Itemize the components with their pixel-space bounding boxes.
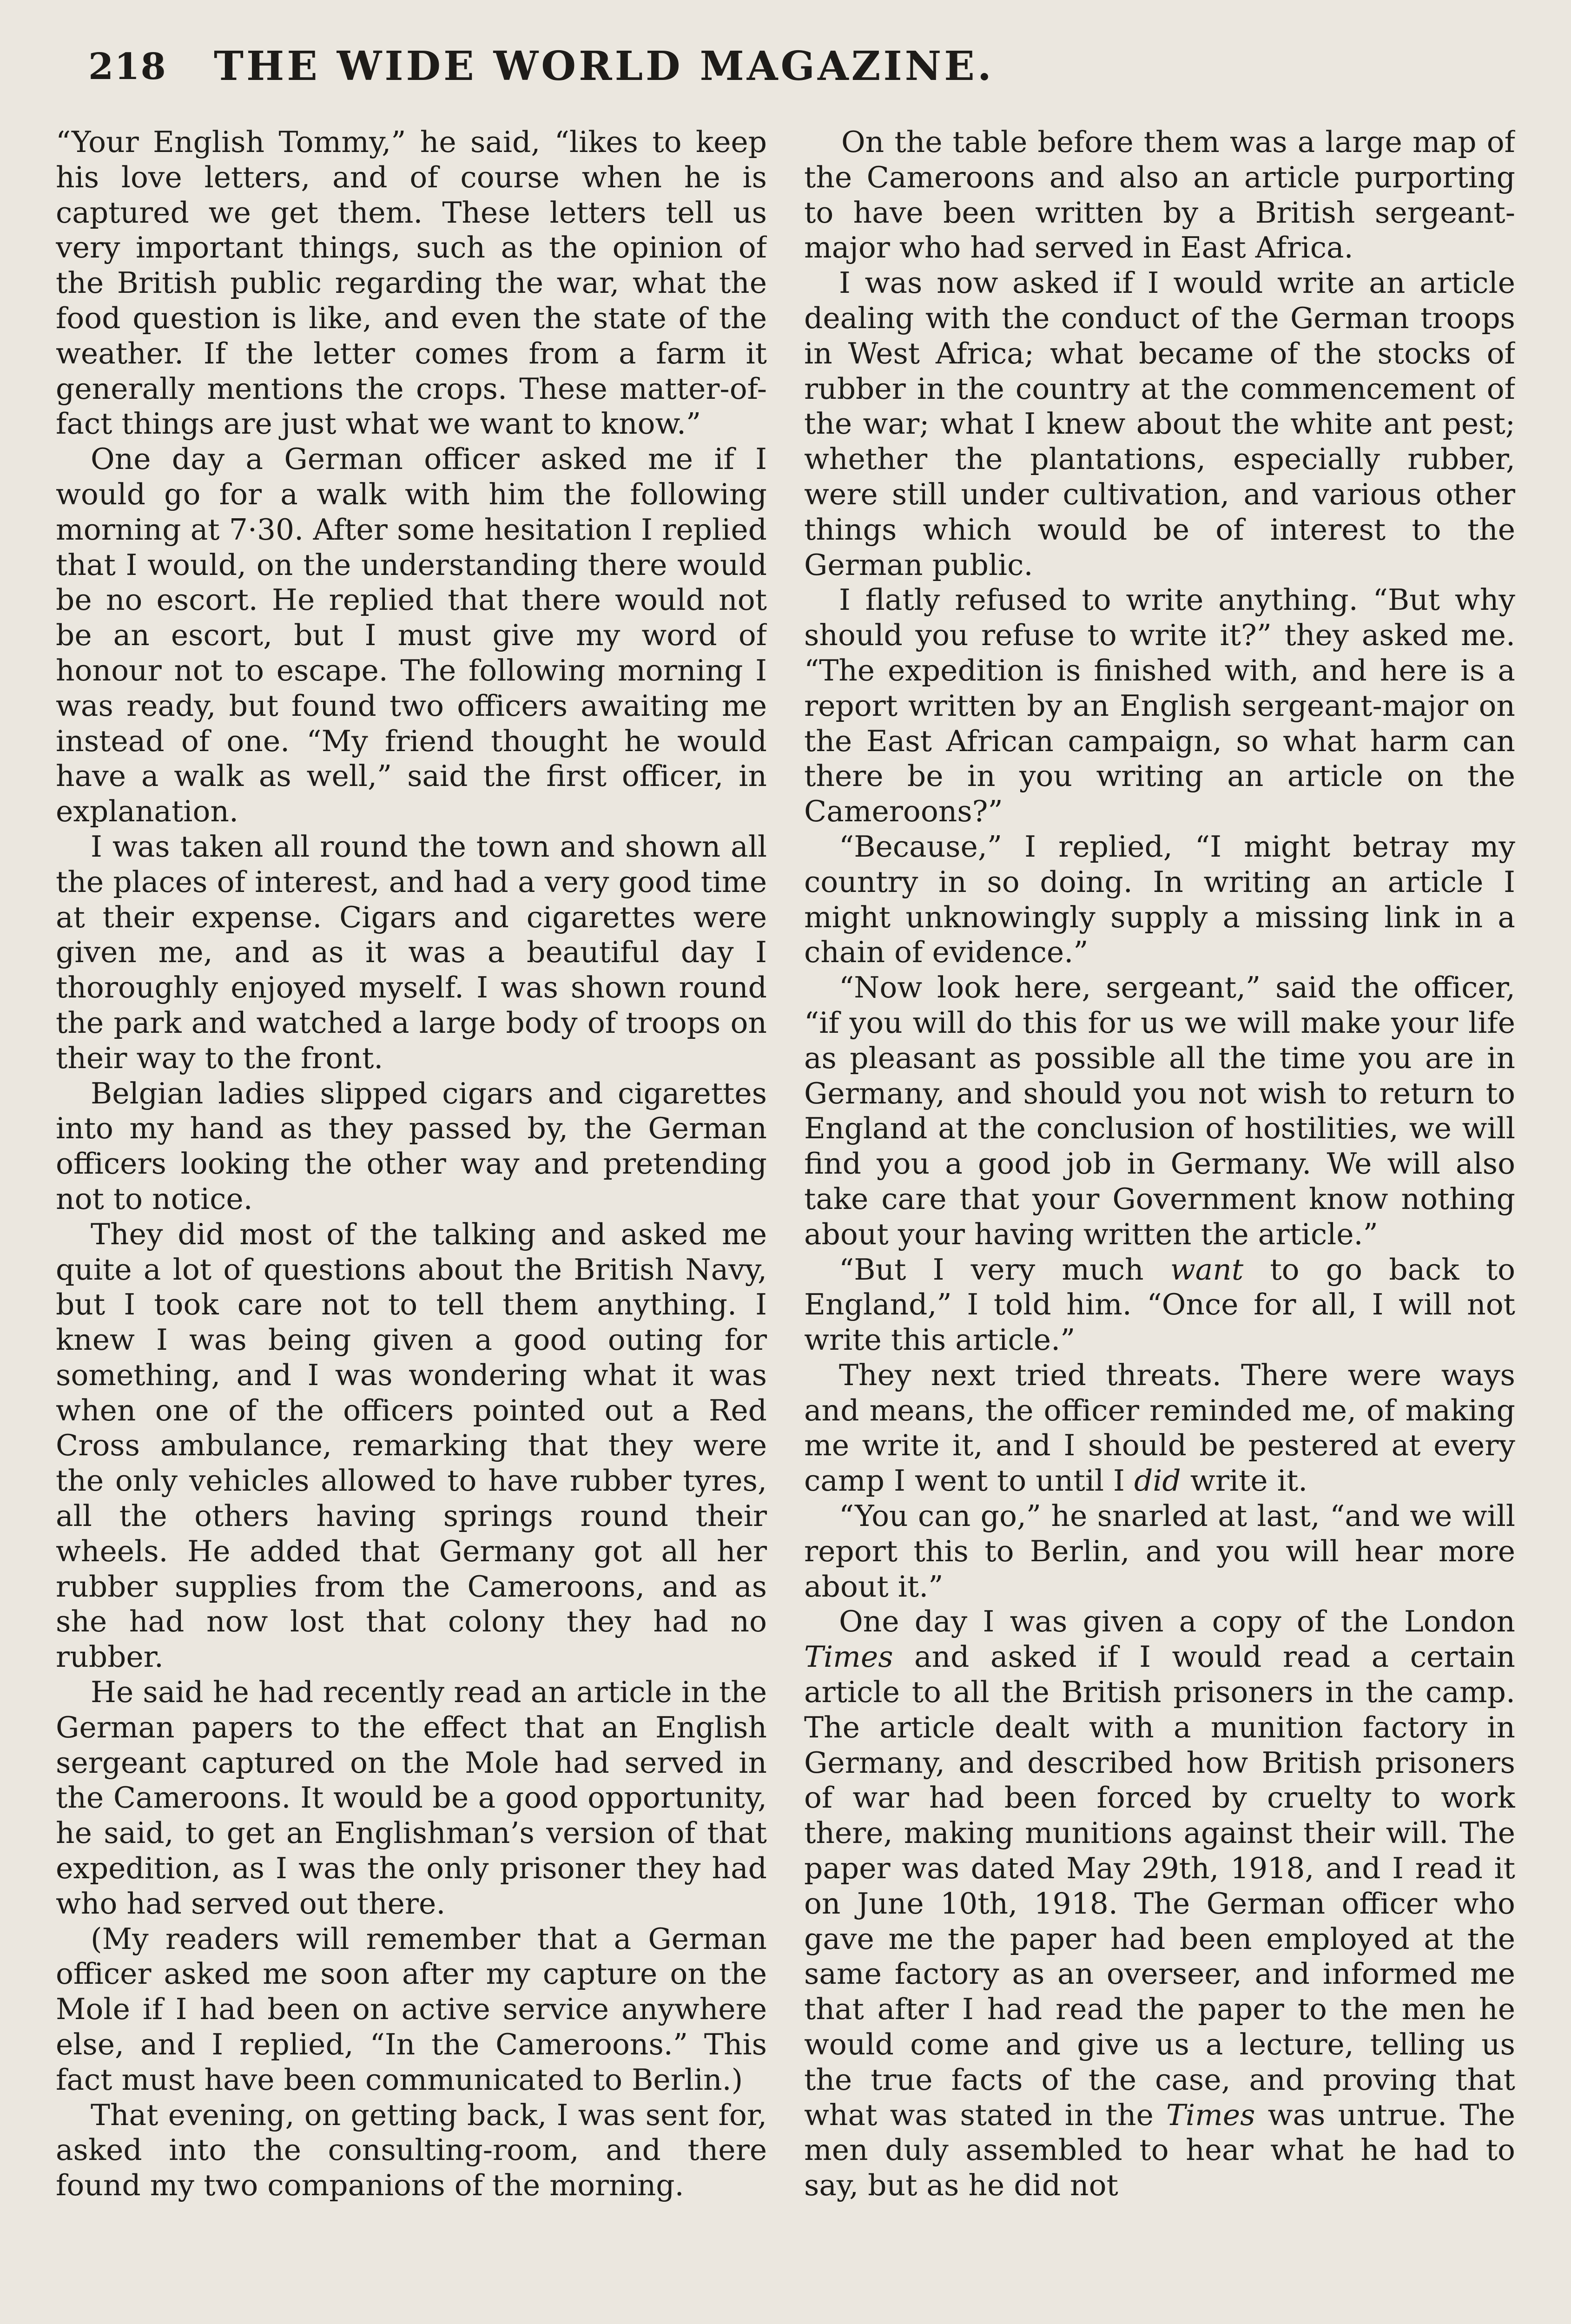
article-body (56, 125, 1515, 2324)
paragraph: Belgian ladies slipped cigars and cigarettes into my hand as they passed by, the German officers looking the other way and pretending not to notice. (56, 1076, 767, 1216)
emphasis: Times (1166, 2098, 1255, 2132)
text-run: and asked if I would read a certain article to all the British prisoners in the camp. The article dealt with a munition factory in Germany, and described how British prisoners of war had been forced by cruelty to work there, making munitions against their will. The paper was dated May 29th, 1918, and I read it on June 10th, 1918. The German officer who gave me the paper had been employed at the same factory as an overseer, and informed me that after I had read the paper to the men he would come and give us a lecture, telling us the true facts of the case, and proving that what was stated in the (804, 1640, 1515, 2132)
paragraph: One day a German officer asked me if I would go for a walk with him the following morning at 7·30. After some hesitation I replied that I would, on the understanding there would be no escort. He replied that there would not be an escort, but I must give my word of honour not to escape. The following morning I was ready, but found two officers awaiting me instead of one. “My friend thought he would have a walk as well,” said the first officer, in explanation. (56, 442, 767, 829)
paragraph (804, 1358, 1515, 1499)
paragraph: I was taken all round the town and shown all the places of interest, and had a very good time at their expense. Cigars and cigarettes were given me, and as it was a beautiful day I thoroughly enjoyed myself. I was shown round the park and watched a large body of troops on their way to the front. (56, 829, 767, 1075)
page-number: 218 (88, 46, 167, 88)
emphasis: want (1170, 1252, 1244, 1287)
paragraph: (My readers will remember that a German officer asked me soon after my capture on the Mole if I had been on active service anywhere else, and I replied, “In the Cameroons.” This fact must have been communicated to Berlin.) (56, 1921, 767, 2097)
running-header (56, 36, 1515, 106)
text-run: One day I was given a copy of the London (839, 1604, 1515, 1639)
paragraph: “Because,” I replied, “I might betray my country in so doing. In writing an article I might unknowingly supply a missing link in a chain of evidence.” (804, 829, 1515, 970)
text-run: write it. (1181, 1464, 1308, 1498)
paragraph: I was now asked if I would write an article dealing with the conduct of the German troops in West Africa; what became of the stocks of rubber in the country at the commencement of the war; what I knew about the white ant pest; whether the plantations, especially rubber, were still under cultivation, and various other things which would be of interest to the German public. (804, 266, 1515, 582)
paragraph (804, 1604, 1515, 2203)
paragraph: That evening, on getting back, I was sent for, asked into the consulting-room, and there found my two companions of the morning. (56, 2098, 767, 2203)
paragraph: They did most of the talking and asked me quite a lot of questions about the British Navy, but I took care not to tell them anything. I knew I was being given a good outing for something, and I was wondering what it was when one of the officers pointed out a Red Cross ambulance, remarking that they were the only vehicles allowed to have rubber tyres, all the others having springs round their wheels. He added that Germany got all her rubber supplies from the Cameroons, and as she had now lost that colony they had no rubber. (56, 1217, 767, 1674)
right-column (804, 125, 1515, 2324)
paragraph: On the table before them was a large map of the Cameroons and also an article purporting to have been written by a British sergeant-major who had served in East Africa. (804, 125, 1515, 265)
left-column (56, 125, 767, 2324)
paragraph: “Your English Tommy,” he said, “likes to keep his love letters, and of course when he is captured we get them. These letters tell us very important things, such as the opinion of the British public regarding the war, what the food question is like, and even the state of the weather. If the letter comes from a farm it generally mentions the crops. These matter-of-fact things are just what we want to know.” (56, 125, 767, 441)
text-run: “But I very much (839, 1252, 1170, 1287)
paragraph (804, 1252, 1515, 1358)
magazine-title: THE WIDE WORLD MAGAZINE. (214, 43, 994, 90)
paragraph: “Now look here, sergeant,” said the officer, “if you will do this for us we will make your life as pleasant as possible all the time you are in Germany, and should you not wish to return to England at the conclusion of hostilities, we will find you a good job in Germany. We will also take care that your Government know nothing about your having written the article.” (804, 971, 1515, 1251)
text-run: to go back to England,” I told him. “Once for all, I will not write this article.” (804, 1252, 1515, 1357)
paragraph: He said he had recently read an article in the German papers to the effect that an English sergeant captured on the Mole had served in the Cameroons. It would be a good opportunity, he said, to get an Englishman’s version of that expedition, as I was the only prisoner they had who had served out there. (56, 1675, 767, 1921)
paragraph: I flatly refused to write anything. “But why should you refuse to write it?” they asked me. “The expedition is finished with, and here is a report written by an English sergeant-major on the East African campaign, so what harm can there be in you writing an article on the Cameroons?” (804, 583, 1515, 829)
paragraph: “You can go,” he snarled at last, “and we will report this to Berlin, and you will hear more about it.” (804, 1499, 1515, 1604)
emphasis: Times (804, 1640, 893, 1674)
text-run: was untrue. The men duly assembled to hear what he had to say, but as he did not (804, 2098, 1515, 2203)
text-run: They next tried threats. There were ways and means, the officer reminded me, of making me write it, and I should be pestered at every camp I went to until I (804, 1358, 1515, 1498)
emphasis: did (1134, 1464, 1181, 1498)
